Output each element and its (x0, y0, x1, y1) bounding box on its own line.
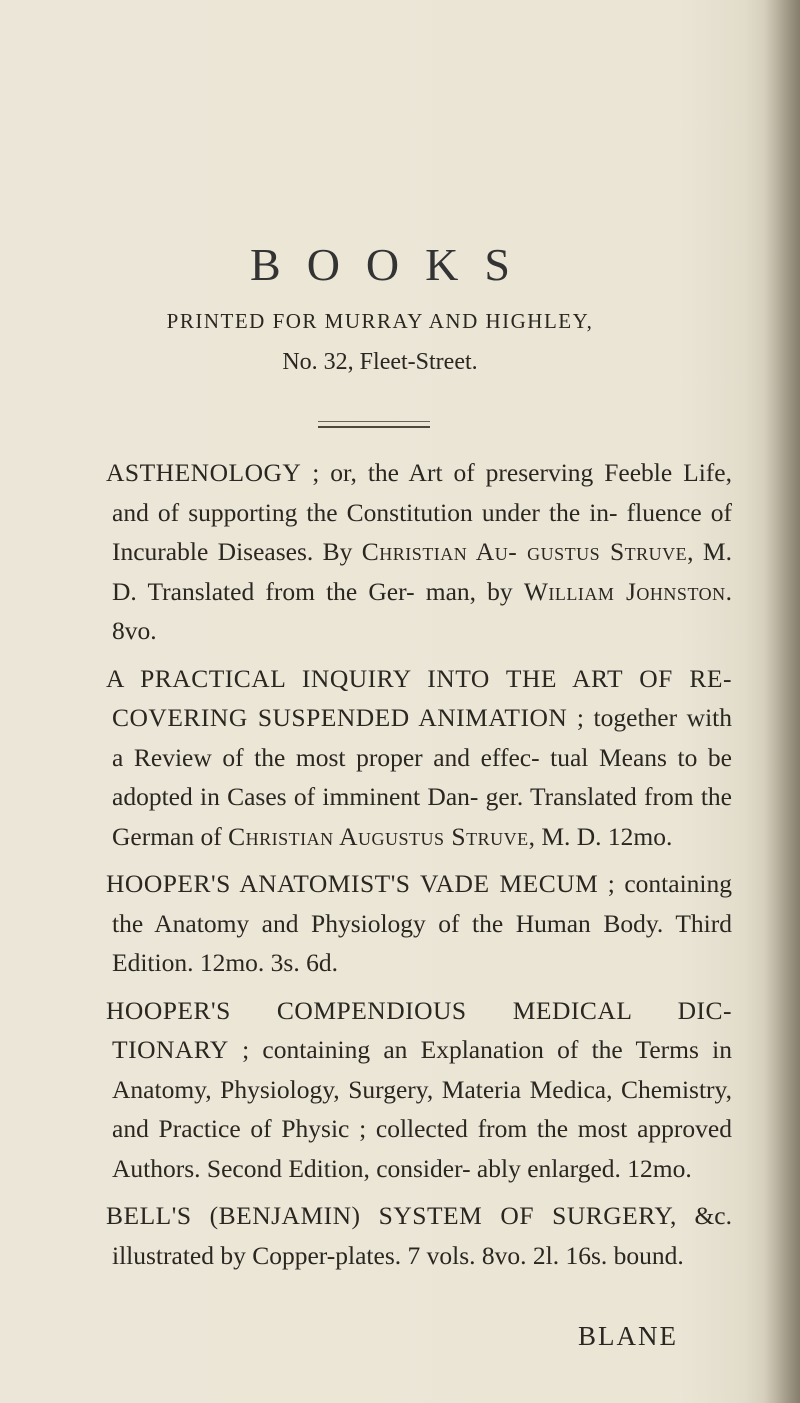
title-rule (318, 421, 430, 428)
entry-translator: William Johnston (523, 576, 726, 606)
entry-text: , M. D. 12mo. (528, 821, 673, 851)
entry-text: , M. D. Translated from the Ger- man, by (112, 537, 732, 606)
entry-title: HOOPER'S ANATOMIST'S VADE MECUM (106, 869, 599, 898)
entry-author: Christian Augustus Struve (228, 821, 529, 851)
printed-for-line: PRINTED FOR MURRAY AND HIGHLEY, (166, 309, 594, 333)
entry-text: ; containing the Anatomy and Physiology of the Human Body. Third Edition. 12mo. 3s. 6d. (112, 869, 732, 977)
entry-author: Christian Au- gustus Struve (361, 537, 688, 566)
entry-text: ; together with a Review of the most proper and effec- tual Means to be adopted in Cases of imminent Dan- ger. Translated from the German of (112, 703, 733, 851)
book-entry-system-of-surgery (106, 1196, 732, 1275)
page-edge-shadow (764, 0, 800, 1403)
page-title: BOOKS (250, 239, 536, 290)
book-entry-practical-inquiry (106, 659, 733, 857)
entry-text: ; containing an Explanation of the Terms in Anatomy, Physiology, Surgery, Materia Medica, Chemistry, and Practice of Physic ; collected from the most approved Authors. Second Edition, consider- ably enlarged. 12mo. (112, 1035, 732, 1183)
book-entry-vade-mecum (106, 864, 732, 983)
entry-text: ; or, the Art of preserving Feeble Life, and of supporting the Constitution under the in- fluence of Incurable Diseases. By (112, 458, 732, 566)
entry-title: HOOPER'S COMPENDIOUS MEDICAL DIC- TIONARY (106, 995, 732, 1064)
entry-title: BELL'S (BENJAMIN) SYSTEM OF SURGERY, (106, 1201, 677, 1230)
entry-text: . 8vo. (112, 576, 732, 645)
catchword: BLANE (578, 1321, 678, 1351)
publisher-address: No. 32, Fleet-Street. (282, 349, 478, 375)
entry-text: &c. illustrated by Copper-plates. 7 vols. 8vo. 2l. 16s. bound. (112, 1201, 732, 1270)
book-entry-asthenology (106, 453, 732, 651)
book-entry-medical-dictionary (106, 991, 732, 1189)
entry-title: A PRACTICAL INQUIRY INTO THE ART OF RE- COVERING SUSPENDED ANIMATION (106, 663, 732, 732)
entry-title: ASTHENOLOGY (106, 458, 302, 487)
book-list (106, 453, 733, 1283)
